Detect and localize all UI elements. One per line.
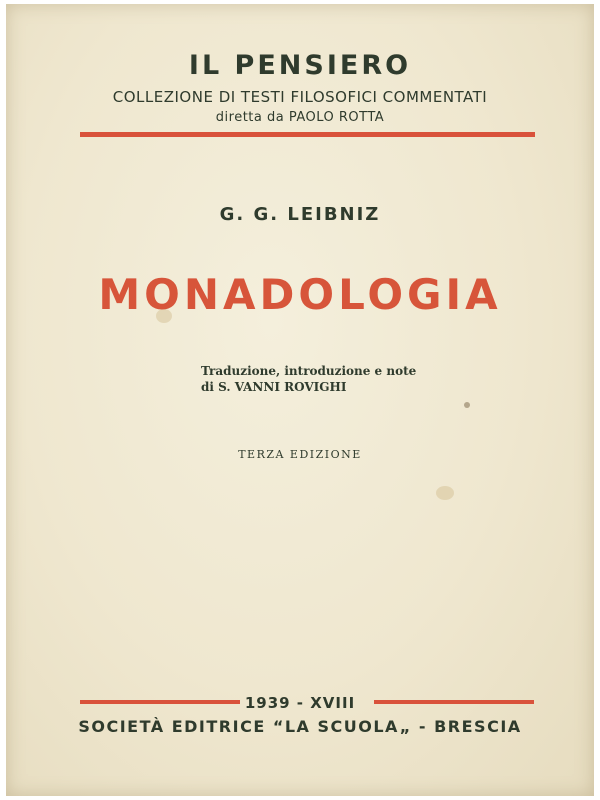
series-title: IL PENSIERO [188,50,412,81]
publisher-imprint: SOCIETÀ EDITRICE “LA SCUOLA„ - BRESCIA [78,717,522,736]
top-red-rule [80,132,535,137]
series-subtitle: COLLEZIONE DI TESTI FILOSOFICI COMMENTATI [112,88,488,106]
paper-stain [464,402,470,408]
bottom-red-rule-right [374,700,534,704]
book-cover [6,4,594,796]
paper-stain [436,486,454,500]
book-title: MONADOLOGIA [98,270,502,319]
publication-year: 1939 - XVIII [244,694,356,712]
author-name: G. G. LEIBNIZ [219,204,381,225]
translator-credit-line2: di S. VANNI ROVIGHI [201,380,347,394]
series-editor: diretta da PAOLO ROTTA [215,110,385,125]
edition-label: TERZA EDIZIONE [238,448,362,461]
translator-credit-line1: Traduzione, introduzione e note [201,364,417,378]
